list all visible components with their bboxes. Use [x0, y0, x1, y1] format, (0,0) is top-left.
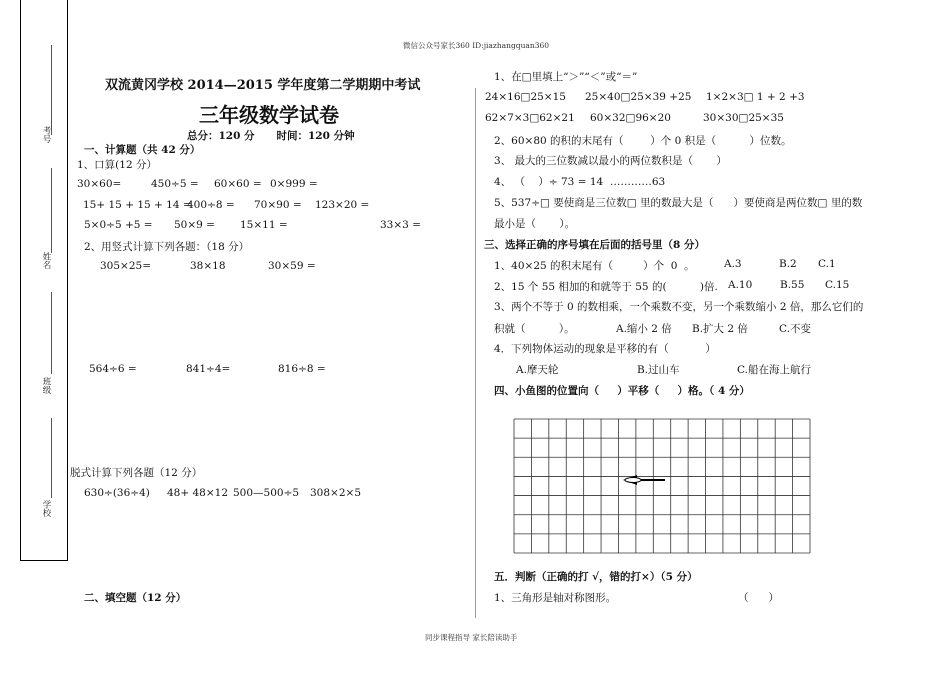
- fill-q1-title: 1、在□里填上“＞”“＜”或“＝”: [494, 71, 638, 83]
- choice-q1: 1、40×25 的积末尾有（ ）个 0 。: [494, 260, 695, 272]
- subject-title: 三年级数学试卷: [199, 103, 339, 127]
- school-title: 双流黄冈学校 2014—2015 学年度第二学期期中考试: [105, 78, 421, 93]
- choice-option: A.缩小 2 倍: [616, 323, 672, 335]
- fill-q5-line1: 5、537÷□ 要使商是三位数□ 里的数最大是（ ）要使商是两位数□ 里的数: [494, 197, 863, 209]
- compare-item: 62×7×3□62×21: [485, 112, 575, 124]
- fill-q2: 2、60×80 的积的末尾有（ ）个 0 积是（ ）位数。: [494, 135, 792, 147]
- choice-q4: 4．下列物体运动的现象是平移的有（ ）: [494, 343, 716, 355]
- step-item: 630÷(36÷4): [84, 487, 150, 499]
- label-school: 学校: [41, 500, 51, 517]
- exam-meta: 总分：120 分 时间：120 分钟: [187, 130, 355, 142]
- vertical-item: 30×59 =: [268, 260, 316, 272]
- step-item: 500—500÷5: [233, 487, 300, 499]
- step-item: 308×2×5: [310, 487, 361, 499]
- choice-option: B.2: [779, 258, 797, 270]
- choice-option: A.10: [728, 279, 753, 291]
- oral-item: 70×90 =: [254, 199, 302, 211]
- oral-item: 60×60 =: [214, 178, 262, 190]
- choice-option: A.3: [724, 258, 742, 270]
- oral-item: 30×60=: [77, 178, 122, 190]
- label-class: 班级: [41, 377, 51, 394]
- compare-item: 30×30□25×35: [703, 112, 784, 124]
- choice-q3-line2: 积就（ ）。: [494, 323, 575, 335]
- header-note: 微信公众号家长360 ID:jiazhangquan360: [403, 41, 550, 50]
- compare-item: 60×32□96×20: [590, 112, 671, 124]
- label-name: 姓名: [41, 252, 51, 269]
- oral-item: 450÷5 =: [151, 178, 199, 190]
- vertical-item: 564÷6 =: [89, 363, 137, 375]
- vertical-item: 816÷8 =: [278, 363, 326, 375]
- oral-item: 400÷8 =: [187, 199, 235, 211]
- section-1-title: 一、计算题（共 42 分）: [84, 144, 201, 156]
- section-2-title: 二、填空题（12 分）: [84, 592, 187, 604]
- section-3-title: 三、选择正确的序号填在后面的括号里（8 分）: [484, 239, 705, 251]
- fill-line-class: [51, 292, 52, 374]
- choice-option: C.不变: [779, 323, 811, 335]
- section-4-title: 四、小鱼图的位置向（ ）平移（ ）格。（ 4 分）: [494, 385, 750, 397]
- oral-item: 0×999 =: [270, 178, 318, 190]
- choice-option: C.船在海上航行: [737, 364, 811, 376]
- fill-line-kaohao: [51, 45, 52, 135]
- section-5-title: 五．判断（正确的打 √，错的打×）（5 分）: [494, 571, 698, 583]
- fill-line-school: [51, 418, 52, 498]
- footer-note: 同步课程指导 家长陪读助手: [425, 633, 518, 642]
- oral-item: 15+ 15 + 15 + 14 =: [83, 199, 192, 211]
- judge-q1: 1、三角形是轴对称图形。: [494, 592, 617, 604]
- vertical-calc-title: 2、用竖式计算下列各题：（18 分）: [84, 241, 250, 253]
- binding-sidebar: [20, 0, 68, 561]
- compare-item: 1×2×3□ 1 + 2 +3: [706, 91, 805, 103]
- choice-option: C.15: [825, 279, 850, 291]
- step-calc-title: 脱式计算下列各题（12 分）: [70, 467, 203, 479]
- oral-item: 123×20 =: [315, 199, 370, 211]
- vertical-item: 841÷4=: [186, 363, 231, 375]
- choice-q2: 2、15 个 55 相加的和就等于 55 的( )倍.: [494, 281, 718, 293]
- oral-item: 5×0÷5 +5 =: [84, 219, 153, 231]
- oral-item: 33×3 =: [380, 219, 421, 231]
- fill-line-name: [51, 168, 52, 253]
- choice-option: B.55: [780, 279, 805, 291]
- vertical-item: 305×25=: [100, 260, 151, 272]
- oral-item: 50×9 =: [174, 219, 215, 231]
- column-divider: [475, 88, 476, 618]
- choice-option: B.过山车: [637, 364, 680, 376]
- compare-item: 24×16□25×15: [485, 91, 566, 103]
- oral-item: 15×11 =: [240, 219, 288, 231]
- choice-option: A.摩天轮: [516, 364, 559, 376]
- choice-q3-line1: 3、两个不等于 0 的数相乘，一个乘数不变，另一个乘数缩小 2 倍，那么它们的: [494, 301, 864, 313]
- compare-item: 25×40□25×39 +25: [585, 91, 692, 103]
- label-kaohao: 考号: [41, 126, 51, 143]
- oral-title: 1、口算(12 分）: [77, 159, 157, 171]
- choice-option: C.1: [818, 258, 836, 270]
- fill-q4: 4、 （ ）÷ 73 = 14 …………63: [494, 176, 666, 188]
- choice-option: B.扩大 2 倍: [692, 323, 748, 335]
- fill-q3: 3、 最大的三位数减以最小的两位数积是（ ）: [494, 155, 727, 167]
- vertical-item: 38×18: [190, 260, 226, 272]
- fish-grid: [513, 418, 811, 554]
- fill-q5-line2: 最小是（ ）。: [494, 218, 576, 230]
- judge-q1-answer[interactable]: （ ）: [738, 592, 780, 604]
- step-item: 48+ 48×12: [167, 487, 229, 499]
